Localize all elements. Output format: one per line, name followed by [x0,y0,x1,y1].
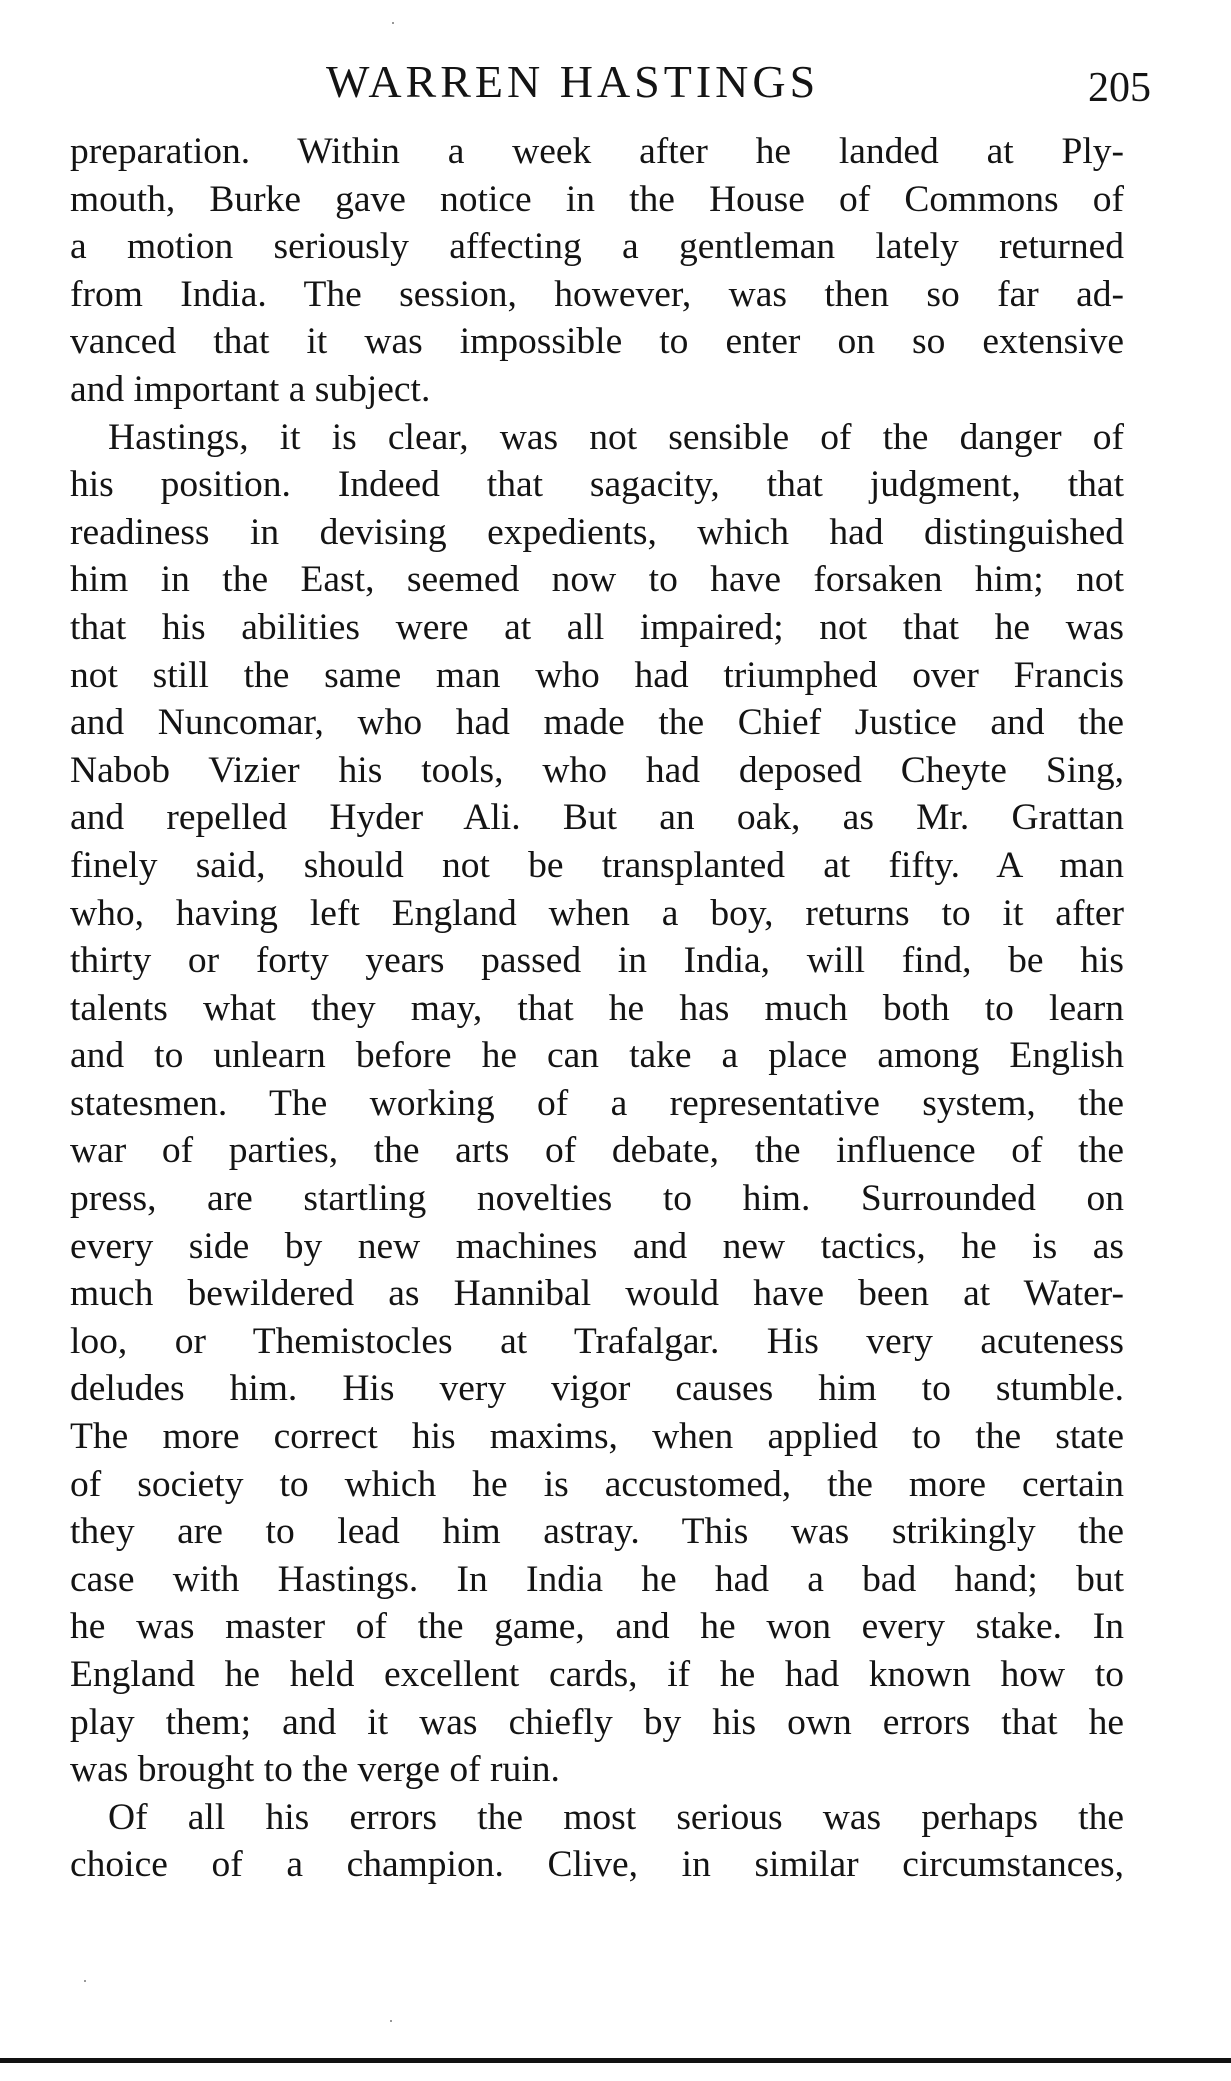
text-line: and to unlearn before he can take a place among English [70,1035,1124,1077]
text-line: The more correct his maxims, when applied to the state [70,1416,1124,1458]
body-text [70,128,1124,1889]
running-head-title: WARREN HASTINGS [326,56,820,107]
text-line: England he held excellent cards, if he had known how to [70,1654,1124,1695]
scan-speck [84,1980,86,1982]
scan-speck [390,2020,392,2022]
text-line: was brought to the verge of ruin. [70,1749,560,1791]
text-line: choice of a champion. Clive, in similar circumstances, [70,1844,1124,1886]
text-line: and Nuncomar, who had made the Chief Justice and the [70,702,1124,744]
text-line: his position. Indeed that sagacity, that judgment, that [70,464,1124,506]
text-line: and repelled Hyder Ali. But an oak, as Mr. Grattan [70,797,1124,839]
text-line: play them; and it was chiefly by his own errors that he [70,1701,1124,1743]
text-line: press, are startling novelties to him. Surrounded on [70,1178,1124,1220]
text-line: Nabob Vizier his tools, who had deposed Cheyte Sing, [70,749,1124,791]
text-line: finely said, should not be transplanted at fifty. A man [70,844,1124,886]
text-line: who, having left England when a boy, returns to it after [70,892,1124,934]
text-line: readiness in devising expedients, which had distinguished [70,511,1124,553]
text-line: him in the East, seemed now to have forsaken him; not [70,559,1124,601]
page-number: 205 [1088,65,1151,111]
text-line: preparation. Within a week after he landed at Ply- [70,131,1124,172]
text-line: case with Hastings. In India he had a bad hand; but [70,1558,1124,1600]
text-line: deludes him. His very vigor causes him to stumble. [70,1368,1124,1410]
text-line: Of all his errors the most serious was perhaps the [108,1796,1124,1838]
text-line: and important a subject. [70,368,431,410]
text-line: loo, or Themistocles at Trafalgar. His very acuteness [70,1320,1124,1362]
text-line: of society to which he is accustomed, the more certain [70,1463,1124,1505]
text-line: they are to lead him astray. This was strikingly the [70,1511,1124,1553]
text-line: much bewildered as Hannibal would have been at Water- [70,1273,1124,1315]
text-line: from India. The session, however, was then so far ad- [70,273,1124,315]
text-line: thirty or forty years passed in India, will find, be his [70,940,1124,982]
text-line: vanced that it was impossible to enter on so extensive [70,321,1124,363]
text-line: not still the same man who had triumphed over Francis [70,654,1124,696]
text-line: statesmen. The working of a representative system, the [70,1082,1124,1124]
text-line: talents what they may, that he has much both to learn [70,987,1124,1029]
text-line: that his abilities were at all impaired; not that he was [70,606,1124,648]
text-line: a motion seriously affecting a gentleman lately returned [70,226,1124,268]
text-line: mouth, Burke gave notice in the House of Commons of [70,178,1124,220]
text-line: Hastings, it is clear, was not sensible of the danger of [108,416,1124,458]
text-line: war of parties, the arts of debate, the influence of the [70,1130,1124,1172]
running-head [0,52,1231,112]
text-line: every side by new machines and new tactics, he is as [70,1225,1124,1267]
bottom-rule [0,2058,1231,2063]
scan-speck [392,22,394,24]
text-line: he was master of the game, and he won every stake. In [70,1606,1124,1648]
